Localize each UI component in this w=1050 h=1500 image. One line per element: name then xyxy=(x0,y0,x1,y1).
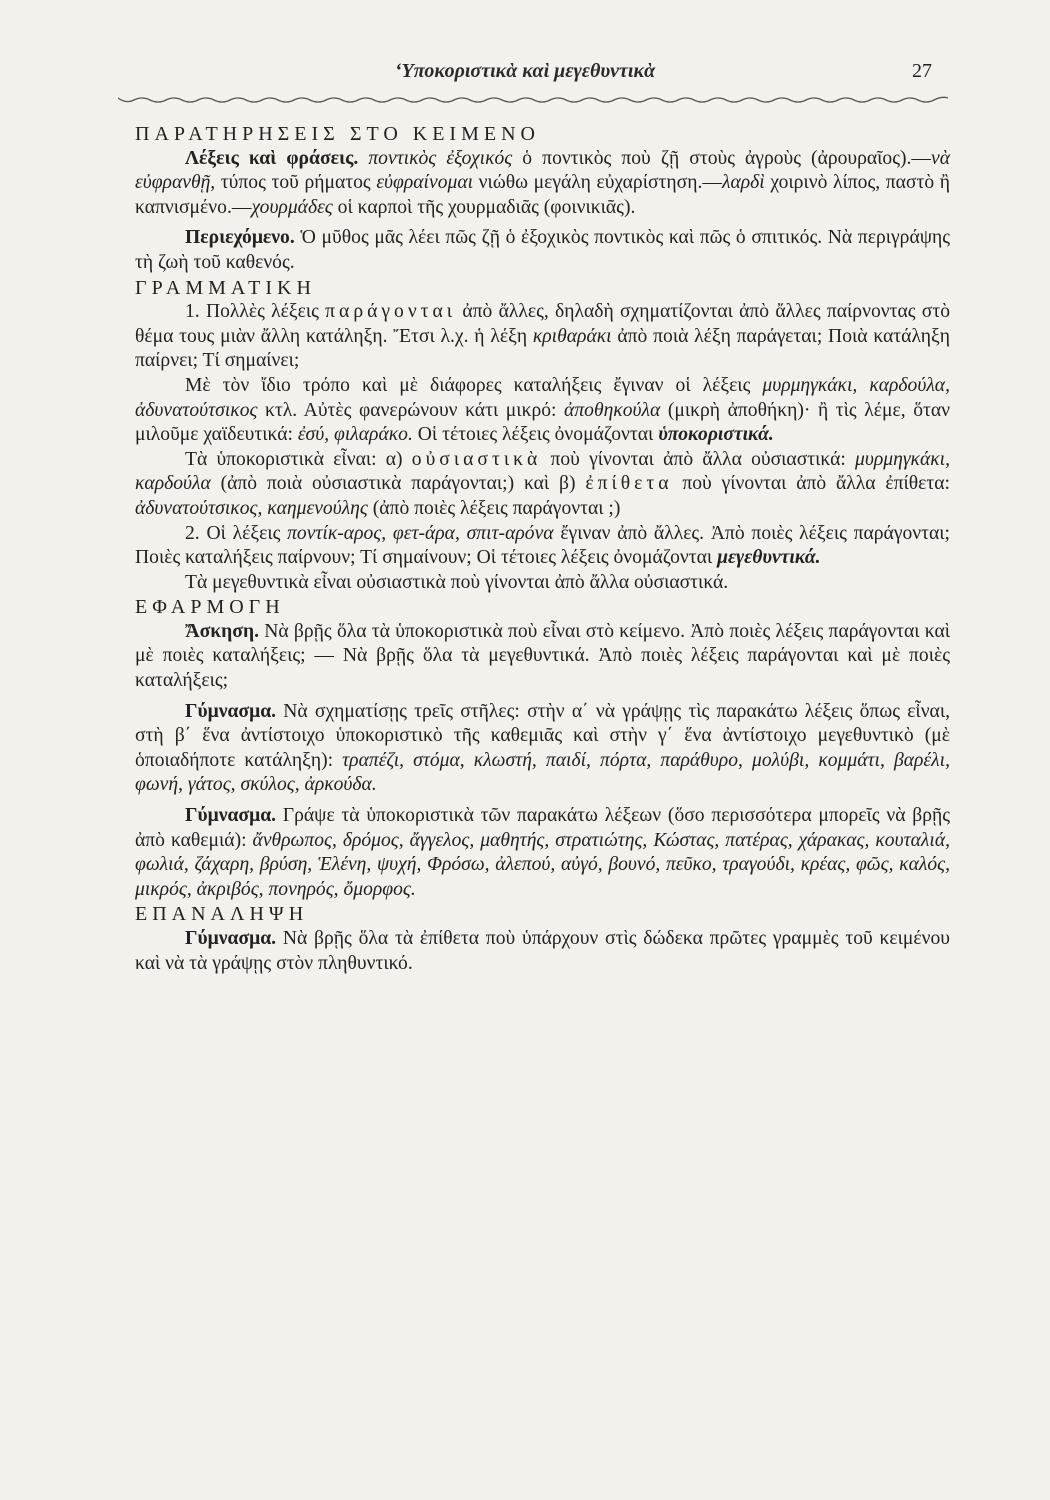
wavy-rule xyxy=(118,86,948,116)
paragraph-lexeis: Λέξεις καὶ φράσεις. ποντικὸς ἐξοχικός ὁ ποντικὸς ποὺ ζῇ στοὺς ἀγροὺς (ἀρουραῖος).—νὰ εὐφρανθῇ, τύπος τοῦ ρήματος εὐφραίνομαι νιώθω μεγάλη εὐχαρίστηση.—λαρδὶ χοιρινὸ λίπος, παστὸ ἢ καπνισμένο.—χουρμάδες οἱ καρποὶ τῆς χουρμαδιᾶς (φοινικιᾶς). xyxy=(135,147,951,218)
paragraph-gymnasma-1: Γύμνασμα. Νὰ σχηματίσῃς τρεῖς στῆλες: στὴν α΄ νὰ γράψῃς τὶς παρακάτω λέξεις ὅπως εἶναι, στὴ β΄ ἕνα ἀντίστοιχο ὑποκοριστικὸ τῆς καθεμιᾶς καὶ στὴν γ΄ ἕνα ἀντίστοιχο μεγεθυντικὸ (μὲ ὁποιαδήποτε κατάληξη): τραπέζι, στόμα, κλωστή, παιδί, πόρτα, παράθυρο, μολύβι, κομμάτι, βαρέλι, φωνή, γάτος, σκύλος, ἀρκούδα. xyxy=(135,700,950,796)
label-periexomeno: Περιεχόμενο. xyxy=(185,227,295,249)
label-gymnasma-3: Γύμνασμα. xyxy=(185,928,277,949)
page-number: 27 xyxy=(912,60,932,82)
paragraph-gymnasma-2: Γύμνασμα. Γράψε τὰ ὑποκοριστικὰ τῶν παρακάτω λέξεων (ὅσο περισσότερα μπορεῖς νὰ βρῇς ἀπὸ καθεμιά): ἄνθρωπος, δρόμος, ἄγγελος, μαθητής, στρατιώτης, Κώστας, πατέρας, χάρακας, κουταλιά, φωλιά, ζάχαρη, βρύση, Ἑλένη, ψυχή, Φρόσω, ἀλεπού, αὐγό, βουνό, πεῦκο, τραγούδι, κρέας, φῶς, καλός, μικρός, ἀκριβός, πονηρός, ὄμορφος. xyxy=(135,805,951,900)
heading-paratiriseis: ΠΑΡΑΤΗΡΗΣΕΙΣ ΣΤΟ ΚΕΙΜΕΝΟ xyxy=(135,123,540,145)
paragraph-grammar-5: Τὰ μεγεθυντικὰ εἶναι οὐσιαστικὰ ποὺ γίνονται ἀπὸ ἄλλα οὐσιαστικά. xyxy=(185,571,729,593)
paragraph-askisi: Ἄσκηση. Νὰ βρῇς ὅλα τὰ ὑποκοριστικὰ ποὺ εἶναι στὸ κείμενο. Ἀπὸ ποιὲς λέξεις παράγονται καὶ μὲ ποιὲς καταλήξεις; — Νὰ βρῇς ὅλα τὰ μεγεθυντικά. Ἀπὸ ποιὲς λέξεις παράγονται καὶ μὲ ποιὲς καταλήξεις; xyxy=(135,620,950,692)
paragraph-grammar-2: Μὲ τὸν ἴδιο τρόπο καὶ μὲ διάφορες καταλήξεις ἔγιναν οἱ λέξεις μυρμηγκάκι, καρδούλα, ἀδυνατούτσικος κτλ. Αὐτὲς φανερώνουν κάτι μικρό: ἀποθηκούλα (μικρὴ ἀποθήκη)· ἢ τὶς λέμε, ὅταν μιλοῦμε χαϊδευτικά: ἐσύ, φιλαράκο. Οἱ τέτοιες λέξεις ὀνομάζονται ὑποκοριστικά. xyxy=(135,374,951,446)
label-lexeis: Λέξεις καὶ φράσεις. xyxy=(185,147,359,169)
label-gymnasma-2: Γύμνασμα. xyxy=(185,805,277,827)
paragraph-grammar-4: 2. Οἱ λέξεις ποντίκ-αρος, φετ-άρα, σπιτ-αρόνα ἔγιναν ἀπὸ ἄλλες. Ἀπὸ ποιὲς λέξεις παράγονται; Ποιὲς καταλήξεις παίρνουν; Τί σημαίνουν; Οἱ τέτοιες λέξεις ὀνομάζονται μεγεθυντικά. xyxy=(135,522,950,569)
label-askisi: Ἄσκηση. xyxy=(185,620,259,642)
paragraph-epanalipsi: Γύμνασμα. Νὰ βρῇς ὅλα τὰ ἐπίθετα ποὺ ὑπάρχουν στὶς δώδεκα πρῶτες γραμμὲς τοῦ κειμένου καὶ νὰ τὰ γράψῃς στὸν πληθυντικό. xyxy=(135,928,950,974)
heading-grammatiki: ΓΡΑΜΜΑΤΙΚΗ xyxy=(135,276,316,299)
paragraph-periexomeno: Περιεχόμενο. Ὁ μῦθος μᾶς λέει πῶς ζῇ ὁ ἐξοχικὸς ποντικὸς καὶ πῶς ὁ σπιτικός. Νὰ περιγράψης τὴ ζωὴ τοῦ καθενός. xyxy=(135,227,950,273)
heading-efarmogi: ΕΦΑΡΜΟΓΗ xyxy=(135,596,285,619)
paragraph-grammar-3: Τὰ ὑποκοριστικὰ εἶναι: α) οὐσιαστικὰ ποὺ γίνονται ἀπὸ ἄλλα οὐσιαστικά: μυρμηγκάκι, καρδούλα (ἀπὸ ποιὰ οὐσιαστικὰ παράγονται;) καὶ β) ἐπίθετα ποὺ γίνονται ἀπὸ ἄλλα ἐπίθετα: ἀδυνατούτσικος, καημενούλης (ἀπὸ ποιὲς λέξεις παράγονται ;) xyxy=(135,448,950,519)
heading-epanalipsi: ΕΠΑΝΑΛΗΨΗ xyxy=(135,903,309,926)
running-title: ‘Υποκοριστικὰ καὶ μεγεθυντικὰ xyxy=(394,60,656,82)
label-gymnasma-1: Γύμνασμα. xyxy=(185,700,277,722)
paragraph-grammar-1: 1. Πολλὲς λέξεις παράγονται ἀπὸ ἄλλες, δηλαδὴ σχηματίζονται ἀπὸ ἄλλες παίρνοντας στὸ θέμα τους μιὰν ἄλλη κατάληξη. Ἔτσι λ.χ. ἡ λέξη κριθαράκι ἀπὸ ποιὰ λέξη παράγεται; Ποιὰ κατάληξη παίρνει; Τί σημαίνει; xyxy=(135,301,951,372)
page-content xyxy=(135,122,950,976)
